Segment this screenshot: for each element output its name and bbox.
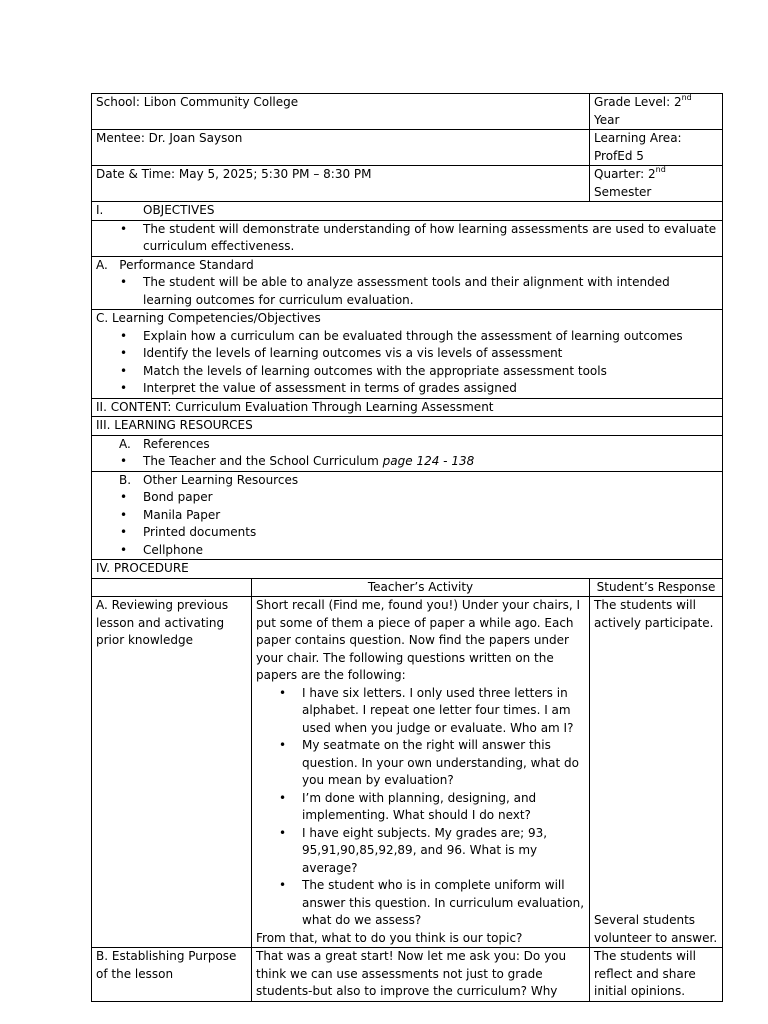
- procedure-column-headers: [92, 578, 723, 597]
- references-row: [92, 435, 723, 471]
- stage-label: A. Reviewing previous lesson and activating prior knowledge: [92, 597, 252, 948]
- reference-item: • The Teacher and the School Curriculum page 124 - 138: [143, 453, 718, 471]
- list-item: • The student who is in complete uniform will answer this question. In curriculum evaluation, what do we assess?: [302, 877, 585, 930]
- student-response-cell: The students will reflect and share initial opinions.: [590, 948, 723, 1002]
- procedure-row-b: [92, 948, 723, 1002]
- list-item: • Match the levels of learning outcomes with the appropriate assessment tools: [143, 363, 718, 381]
- resources-heading: III. LEARNING RESOURCES: [92, 417, 723, 436]
- school-cell: School: Libon Community College: [92, 94, 590, 130]
- list-item: • Explain how a curriculum can be evaluated through the assessment of learning outcomes: [143, 328, 718, 346]
- teacher-activity-cell: That was a great start! Now let me ask you: Do you think we can use assessments not just to grade students-but also to improve the curriculum? Why: [252, 948, 590, 1002]
- response-top: The students will actively participate.: [594, 598, 714, 630]
- lesson-plan-table: [91, 93, 723, 1002]
- list-item: • Manila Paper: [143, 507, 718, 525]
- objectives-list: [96, 221, 718, 256]
- teacher-activity-header: Teacher’s Activity: [252, 578, 590, 597]
- teacher-activity-cell: [252, 597, 590, 948]
- other-resources-row: [92, 471, 723, 560]
- student-response-header: Student’s Response: [590, 578, 723, 597]
- mentee-row: [92, 130, 723, 166]
- other-resources-heading: B. Other Learning Resources: [119, 472, 299, 487]
- objectives-row: [92, 220, 723, 256]
- competencies-heading: C. Learning Competencies/Objectives: [96, 311, 321, 325]
- list-item: • I’m done with planning, designing, and implementing. What should I do next?: [302, 790, 585, 825]
- school-row: [92, 94, 723, 130]
- content-heading: II. CONTENT: Curriculum Evaluation Through Learning Assessment: [92, 398, 723, 417]
- resources-heading-row: [92, 417, 723, 436]
- reference-page: page 124 - 138: [382, 454, 475, 468]
- list-item: • Interpret the value of assessment in terms of grades assigned: [143, 380, 718, 398]
- activity-intro: Short recall (Find me, found you!) Under your chairs, I put some of them a piece of paper a while ago. Each paper contains question. Now find the papers under your chair. The following questions written on the papers are the following:: [256, 598, 581, 682]
- objectives-heading: I. OBJECTIVES: [92, 202, 723, 221]
- content-row: [92, 398, 723, 417]
- procedure-row-a: [92, 597, 723, 948]
- lesson-plan-document: [91, 93, 722, 1002]
- activity-outro: From that, what to do you think is our topic?: [256, 930, 523, 945]
- list-item: • My seatmate on the right will answer this question. In your own understanding, what do you mean by evaluation?: [302, 737, 585, 790]
- response-bottom: Several students volunteer to answer.: [594, 913, 718, 945]
- list-item: • I have eight subjects. My grades are; 93, 95,91,90,85,92,89, and 96. What is my average?: [302, 825, 585, 878]
- procedure-heading-row: [92, 560, 723, 579]
- recall-questions-list: [256, 685, 585, 930]
- list-item: • The student will be able to analyze assessment tools and their alignment with intended learning outcomes for curriculum evaluation.: [143, 274, 718, 309]
- grade-level-cell: Grade Level: 2nd Year: [590, 94, 723, 130]
- competencies-list: [96, 328, 718, 398]
- datetime-cell: Date & Time: May 5, 2025; 5:30 PM – 8:30 PM: [92, 166, 590, 202]
- student-response-cell: [590, 597, 723, 948]
- learning-area-cell: Learning Area: ProfEd 5: [590, 130, 723, 166]
- list-item: • Identify the levels of learning outcomes vis a vis levels of assessment: [143, 345, 718, 363]
- datetime-row: [92, 166, 723, 202]
- procedure-heading: IV. PROCEDURE: [92, 560, 723, 579]
- references-label: A. References: [119, 436, 210, 451]
- list-item: • I have six letters. I only used three letters in alphabet. I repeat one letter four times. I am used when you judge or evaluate. Who am I?: [302, 685, 585, 738]
- performance-standard-heading: A. Performance Standard: [96, 257, 254, 272]
- mentee-cell: Mentee: Dr. Joan Sayson: [92, 130, 590, 166]
- competencies-row: [92, 310, 723, 399]
- list-item: • Cellphone: [143, 542, 718, 560]
- stage-label: B. Establishing Purpose of the lesson: [92, 948, 252, 1002]
- objectives-heading-row: [92, 202, 723, 221]
- references-list: [96, 436, 718, 454]
- list-item: • The student will demonstrate understanding of how learning assessments are used to evaluate curriculum effectiveness.: [143, 221, 718, 256]
- performance-standard-list: [96, 274, 718, 309]
- list-item: • Bond paper: [143, 489, 718, 507]
- performance-standard-row: [92, 256, 723, 310]
- other-resources-list: [96, 489, 718, 559]
- quarter-cell: Quarter: 2nd Semester: [590, 166, 723, 202]
- list-item: • Printed documents: [143, 524, 718, 542]
